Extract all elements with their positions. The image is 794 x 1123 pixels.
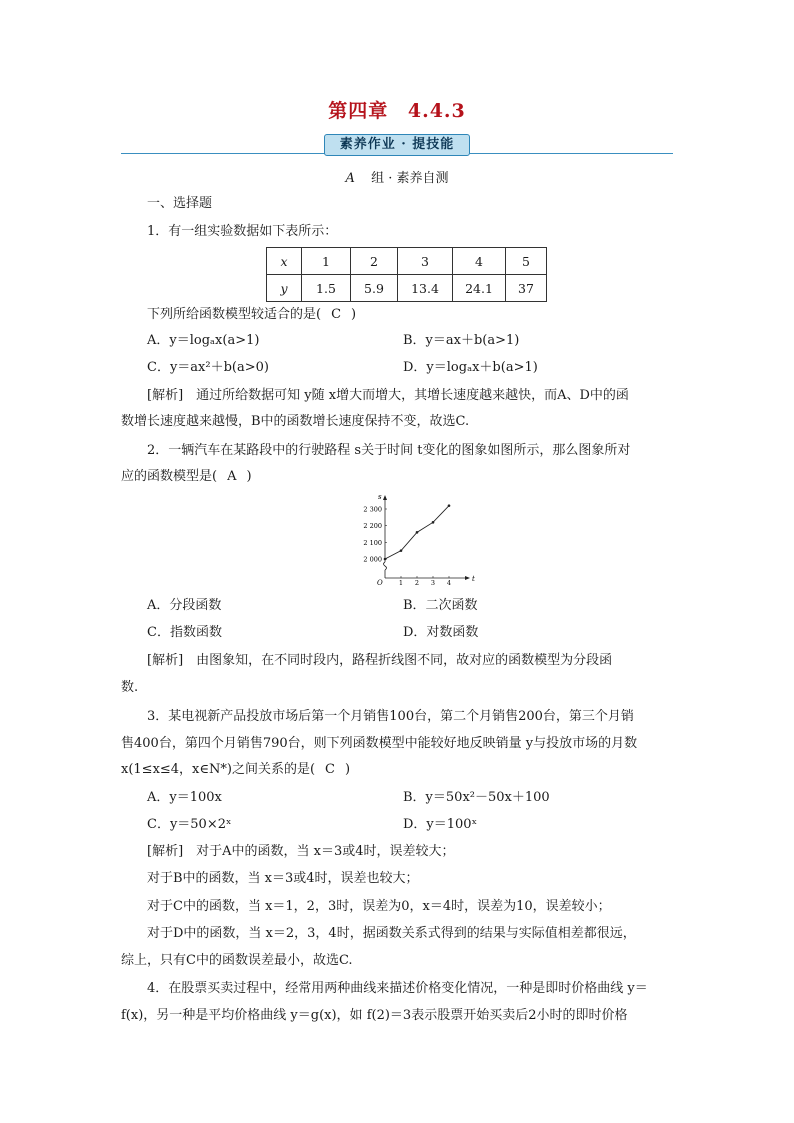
- table-cell: 5.9: [351, 275, 398, 302]
- table-cell: 13.4: [398, 275, 453, 302]
- q3-option-b: B．y＝50x²－50x＋100: [403, 790, 550, 805]
- q1-explanation-line-2: 数增长速度越来越慢，B中的函数增长速度保持不变，故选C.: [121, 414, 470, 429]
- table-cell: 37: [506, 275, 547, 302]
- q3-stem-line-2: 售400台，第四个月销售790台，则下列函数模型中能较好地反映销量 y与投放市场的月数: [121, 736, 638, 751]
- q1-option-a: A．y＝logₐx(a>1): [147, 333, 260, 348]
- q3-answer: C: [325, 762, 335, 777]
- q3-stem-line-3: x(1≤x≤4，x∈N*)之间关系的是( C ): [121, 762, 351, 777]
- section-heading: 一、选择题: [147, 196, 213, 211]
- group-title: 组 · 素养自测: [371, 171, 449, 186]
- q2-explanation-line-1: [解析] 由图象知，在不同时段内，路程折线图不同，故对应的函数模型为分段函: [147, 653, 613, 668]
- q3-explanation-line-4: 对于D中的函数，当 x＝2，3，4时，据函数关系式得到的结果与实际值相差都很远，: [147, 926, 636, 941]
- y-tick-label: 2 200: [363, 522, 382, 531]
- x-axis-arrow: [465, 576, 470, 580]
- q3-option-d: D．y＝100ˣ: [403, 817, 478, 832]
- x-tick-label: 4: [446, 579, 452, 587]
- x-tick-label: 3: [430, 579, 436, 587]
- q3-explanation-line-1: [解析] 对于A中的函数，当 x＝3或4时，误差较大；: [147, 844, 455, 859]
- table-cell: 24.1: [453, 275, 506, 302]
- q1-option-c: C．y＝ax²＋b(a>0): [147, 360, 269, 375]
- table-cell: 1.5: [302, 275, 351, 302]
- data-point: [384, 558, 387, 561]
- q2-option-a: A．分段函数: [147, 598, 222, 613]
- q4-line-1: 4．在股票买卖过程中，经常用两种曲线来描述价格变化情况，一种是即时价格曲线 y＝: [147, 981, 648, 996]
- y-tick-label: 2 100: [363, 538, 382, 547]
- group-letter: A: [345, 171, 355, 186]
- q3-explanation-line-5: 综上，只有C中的函数误差最小，故选C.: [121, 953, 353, 968]
- page-title: [0, 96, 794, 123]
- q2-distance-time-graph: [350, 490, 480, 590]
- table-header-y: y: [267, 275, 302, 302]
- q1-stem: 1．有一组实验数据如下表所示：: [147, 224, 338, 239]
- q1-answer: C: [331, 307, 342, 322]
- table-header-x: x: [267, 248, 302, 275]
- chapter-label: 第四章: [328, 100, 389, 122]
- q1-data-table: [266, 247, 547, 302]
- table-cell: 5: [506, 248, 547, 275]
- data-point: [448, 504, 451, 507]
- y-axis-label: s: [378, 493, 382, 501]
- section-banner: 素养作业 · 提技能: [324, 134, 470, 156]
- table-cell: 1: [302, 248, 351, 275]
- data-point: [400, 549, 403, 552]
- q2-option-b: B．二次函数: [403, 598, 478, 613]
- x-tick-label: 2: [414, 579, 420, 587]
- q2-explanation-line-2: 数.: [121, 680, 139, 695]
- q2-option-d: D．对数函数: [403, 625, 479, 640]
- q1-option-d: D．y＝logₐx＋b(a>1): [403, 360, 538, 375]
- q1-explanation-line-1: [解析] 通过所给数据可知 y随 x增大而增大，其增长速度越来越快，而A、D中的函: [147, 388, 629, 403]
- q2-stem-line-1: 2．一辆汽车在某路段中的行驶路程 s关于时间 t变化的图象如图所示，那么图象所对: [147, 443, 631, 458]
- y-tick-label: 2 300: [363, 505, 382, 514]
- x-tick-label: 1: [398, 579, 404, 587]
- data-point: [432, 521, 435, 524]
- table-cell: 3: [398, 248, 453, 275]
- origin-label: O: [377, 579, 383, 587]
- y-tick-label: 2 000: [363, 555, 382, 564]
- axis-break: [384, 562, 387, 570]
- q3-explanation-line-2: 对于B中的函数，当 x＝3或4时，误差也较大；: [147, 871, 419, 886]
- table-row: [267, 248, 547, 275]
- q1-option-b: B．y＝ax＋b(a>1): [403, 333, 520, 348]
- q3-stem-line-1: 3．某电视新产品投放市场后第一个月销售100台，第二个月销售200台，第三个月销: [147, 709, 634, 724]
- y-axis-arrow: [383, 495, 387, 500]
- q4-line-2: f(x)，另一种是平均价格曲线 y＝g(x)，如 f(2)＝3表示股票开始买卖后2小时的即时价格: [121, 1008, 628, 1023]
- q2-option-c: C．指数函数: [147, 625, 222, 640]
- q3-option-c: C．y＝50×2ˣ: [147, 817, 232, 832]
- section-number: 4.4.3: [407, 100, 466, 122]
- table-cell: 4: [453, 248, 506, 275]
- q3-explanation-line-3: 对于C中的函数，当 x＝1，2，3时，误差为0，x＝4时，误差为10，误差较小；: [147, 899, 611, 914]
- table-cell: 2: [351, 248, 398, 275]
- group-heading: [0, 169, 794, 189]
- data-point: [416, 531, 419, 534]
- table-row: [267, 275, 547, 302]
- q2-answer: A: [227, 469, 237, 484]
- q3-option-a: A．y＝100x: [147, 790, 222, 805]
- x-axis-label: t: [472, 575, 475, 583]
- q1-prompt: 下列所给函数模型较适合的是( C ): [147, 307, 357, 322]
- q2-stem-line-2: 应的函数模型是( A ): [121, 469, 252, 484]
